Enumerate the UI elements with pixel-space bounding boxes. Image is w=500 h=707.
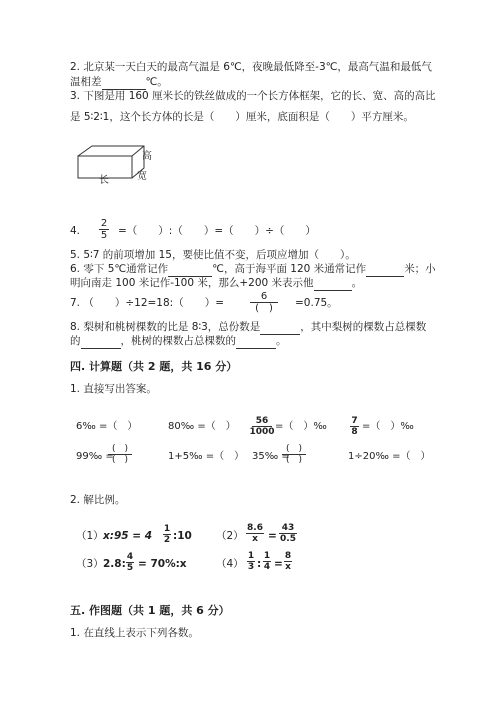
- section5-sub1: 1. 在直线上表示下列各数。: [70, 627, 199, 639]
- q8-line1: [70, 320, 426, 335]
- prop2-r-den: 0.5: [280, 534, 296, 544]
- q6-line2: [70, 276, 362, 291]
- q6-line1: [70, 262, 436, 277]
- prop3-fraction: [126, 552, 134, 573]
- prop4-c-den: x: [285, 562, 291, 572]
- q4-fraction: [99, 218, 109, 241]
- calc-2a-pre: 99‰ =: [76, 451, 114, 462]
- q6-line2-b: 。: [351, 277, 363, 289]
- q8-blank3[interactable]: [236, 334, 276, 349]
- section4-heading: 四. 计算题（共 2 题，共 16 分）: [70, 360, 238, 373]
- prop2-label: （2）: [216, 530, 244, 542]
- prop1-label: （1）: [76, 530, 104, 542]
- q4-frac-den: 5: [100, 230, 108, 241]
- calc-1c-fraction: [249, 416, 275, 437]
- q5-text: 5. 5∶7 的前项增加 15，要使比值不变，后项应增加（ ）。: [70, 249, 356, 261]
- prop4-a-fraction: [247, 551, 255, 572]
- q4-frac-num: 2: [100, 218, 108, 229]
- q2-line1: 2. 北京某一天白天的最高气温是 6℃，夜晚最低降至-3℃，最高气温和最低气: [70, 61, 432, 73]
- prop4-b-num: 1: [263, 551, 271, 561]
- prop4-equals: =: [274, 558, 283, 570]
- prop4-b-den: 4: [263, 562, 271, 572]
- q8-line2-a: 的: [70, 335, 81, 347]
- section4-sub2: 2. 解比例。: [70, 494, 126, 506]
- calc-1d-den: 8: [351, 427, 358, 437]
- prop4-a-num: 1: [247, 551, 255, 561]
- q4-number: 4.: [70, 225, 81, 237]
- cuboid-height-label: 高: [142, 151, 152, 162]
- calc-1d-num: 7: [351, 416, 358, 426]
- calc-1a: 6‰ =（ ）: [76, 421, 138, 432]
- prop2-l-num: 8.6: [247, 523, 263, 533]
- q6-line1-b: ℃，高于海平面 120 米通常记作: [212, 263, 367, 275]
- q6-blank2[interactable]: [366, 262, 404, 277]
- prop4-colon: :: [257, 558, 262, 570]
- calc-1c-num: 56: [255, 416, 269, 426]
- q8-line1-a: 8. 梨树和桃树棵数的比是 8∶3，总份数是: [70, 321, 261, 333]
- q7-fraction: [250, 291, 278, 314]
- q6-line2-a: 明向南走 100 米记作-100 米，那么+200 米表示他: [70, 277, 314, 289]
- q6-line1-a: 6. 零下 5℃通常记作: [70, 263, 169, 275]
- section5-heading: 五. 作图题（共 1 题，共 6 分）: [70, 604, 230, 617]
- prop2-l-den: x: [252, 534, 258, 544]
- q6-blank1[interactable]: [168, 262, 212, 277]
- q8-line2-c: 。: [276, 335, 287, 347]
- calc-2c-fraction: [282, 444, 306, 465]
- prop2-left-fraction: [246, 523, 264, 544]
- calc-2b: 1+5‰ =（ ）: [168, 451, 245, 462]
- prop3-b: = 70%:x: [138, 558, 187, 570]
- q3-line1: 3. 下图是用 160 厘米长的铁丝做成的一个长方体框架，它的长、宽、高的高比: [70, 90, 436, 102]
- q2-line2-pre: 温相差: [70, 76, 102, 88]
- calc-2a-den: ( ): [111, 455, 129, 465]
- q8-line2: [70, 334, 287, 349]
- calc-1b: 80‰ =（ ）: [168, 421, 236, 432]
- calc-2c-num: ( ): [285, 444, 303, 454]
- q7-tail: =0.75。: [295, 297, 338, 309]
- cuboid-length-label: 长: [99, 175, 109, 186]
- calc-1c-den: 1000: [249, 427, 275, 437]
- cuboid-diagram: [76, 142, 166, 190]
- cuboid-width-label: 宽: [137, 171, 147, 182]
- calc-1d-rest: =（ ）‰: [362, 421, 414, 432]
- q3-line2: 是 5∶2∶1，这个长方体的长是（ ）厘米，底面积是（ ）平方厘米。: [70, 111, 414, 123]
- calc-2a-fraction: [108, 444, 132, 465]
- calc-1c-rest: =（ ）‰: [275, 421, 327, 432]
- q6-blank3[interactable]: [314, 276, 352, 291]
- prop2-right-fraction: [279, 523, 297, 544]
- q7-frac-num: 6: [260, 291, 268, 302]
- prop3-label: （3）: [76, 558, 104, 570]
- calc-2c-den: ( ): [285, 455, 303, 465]
- q8-line1-b: ，其中梨树的棵数占总棵数: [300, 321, 427, 333]
- q8-line2-b: ，桃树的棵数占总棵数的: [120, 335, 236, 347]
- calc-2c-pre: 35‰ =: [252, 451, 290, 462]
- calc-2a-num: ( ): [111, 444, 129, 454]
- prop2-r-num: 43: [281, 523, 295, 533]
- q6-line1-c: 米；小: [404, 263, 436, 275]
- prop4-c-fraction: [284, 551, 292, 572]
- prop4-b-fraction: [263, 551, 271, 572]
- prop3-frac-den: 5: [126, 563, 134, 573]
- prop1-frac-den: 2: [163, 535, 171, 545]
- prop2-equals: =: [268, 530, 277, 542]
- prop3-frac-num: 4: [126, 552, 134, 562]
- q4-rest: =（ ）:（ ）=（ ）÷（ ）: [118, 225, 316, 237]
- calc-2d: 1÷20‰ =（ ）: [348, 451, 431, 462]
- q2-line2: [70, 75, 168, 90]
- q2-answer-blank[interactable]: [102, 75, 146, 90]
- prop4-label: （4）: [216, 558, 244, 570]
- prop1-fraction: [163, 524, 171, 545]
- prop1-b: :10: [173, 530, 192, 542]
- prop1-a: x:95 = 4: [103, 530, 152, 542]
- prop4-a-den: 3: [247, 562, 255, 572]
- q8-blank2[interactable]: [81, 334, 121, 349]
- q7-frac-den: ( ): [255, 303, 273, 314]
- prop4-c-num: 8: [284, 551, 292, 561]
- prop3-a: 2.8:: [103, 558, 126, 570]
- section4-sub1: 1. 直接写出答案。: [70, 383, 157, 395]
- prop1-frac-num: 1: [163, 524, 171, 534]
- q2-line2-post: ℃。: [145, 76, 168, 88]
- calc-1d-fraction: [350, 416, 359, 437]
- q8-blank1[interactable]: [260, 320, 300, 335]
- q7-text: 7. （ ）÷12=18:（ ）=: [70, 297, 225, 309]
